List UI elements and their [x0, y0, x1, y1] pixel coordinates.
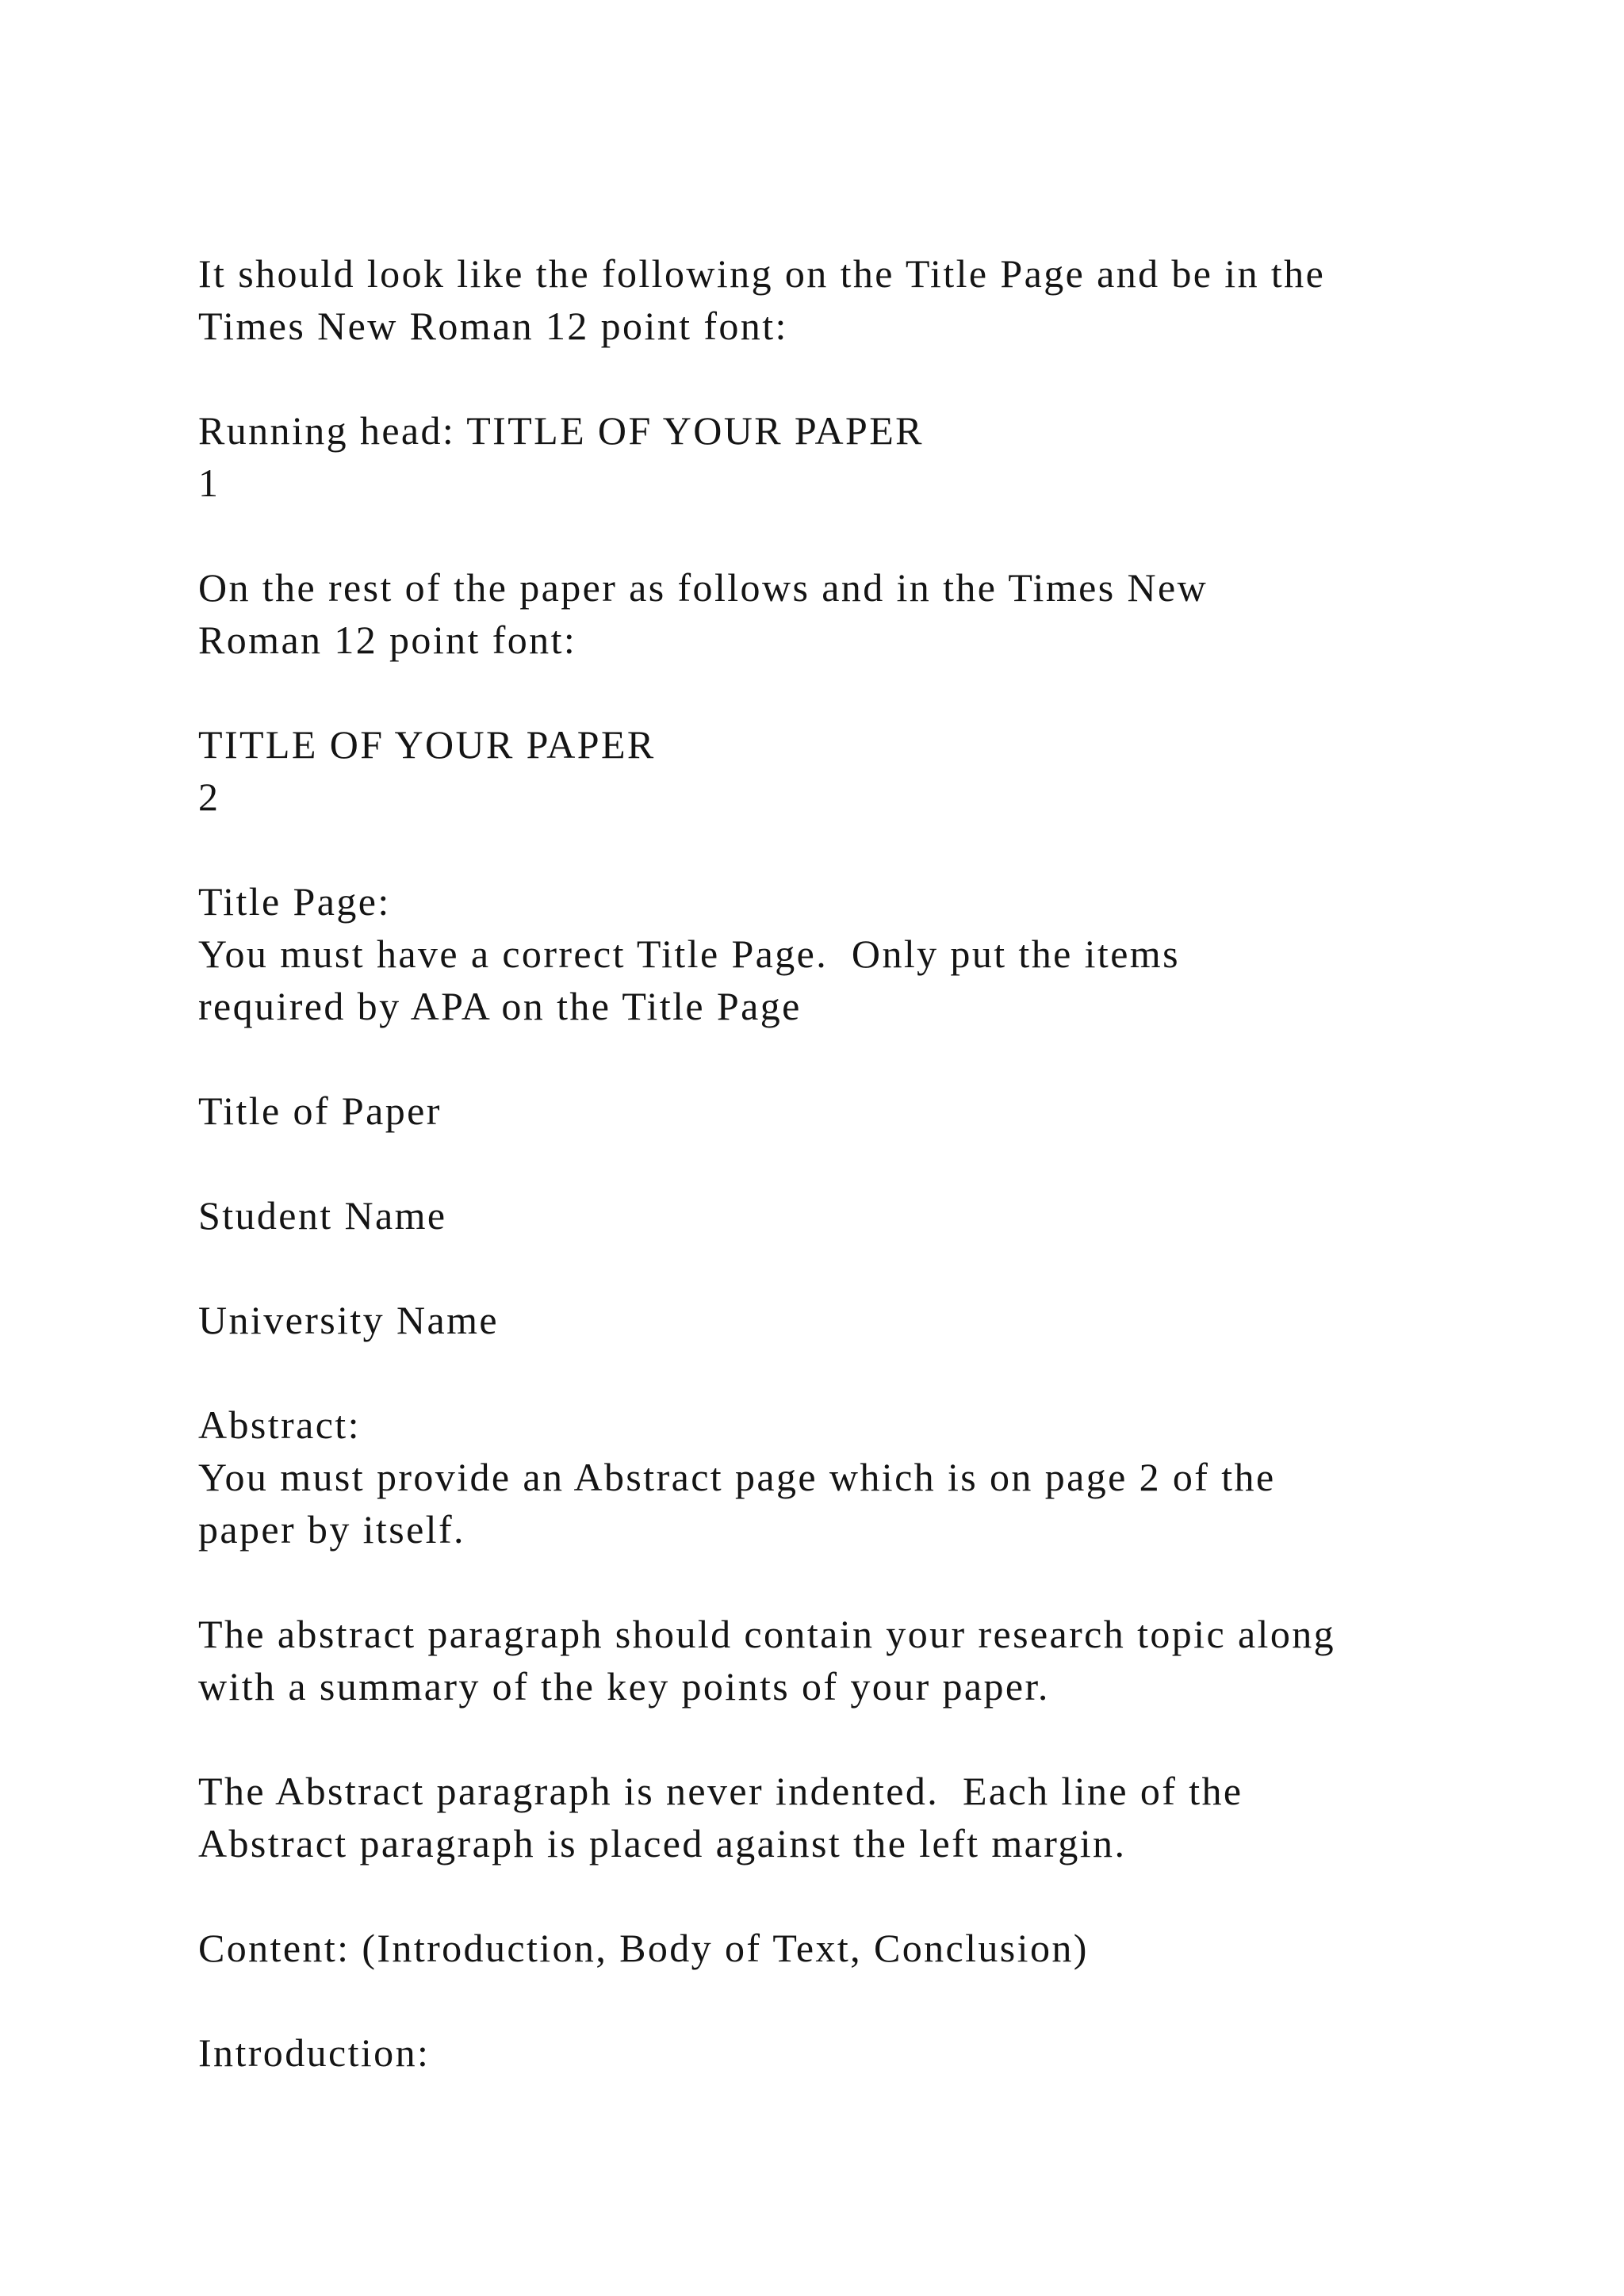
paragraph-line: with a summary of the key points of your paper. [198, 1664, 1050, 1709]
title-page-item: Student Name [198, 1193, 447, 1238]
running-head-example: Running head: TITLE OF YOUR PAPER [198, 408, 924, 453]
paragraph-line: required by APA on the Title Page [198, 984, 802, 1028]
blank-line [198, 1242, 1546, 1294]
instruction-line: Times New Roman 12 point font: [198, 304, 788, 348]
paragraph-line: The abstract paragraph should contain your research topic along [198, 1612, 1336, 1656]
section-heading: Title Page: [198, 879, 391, 924]
blank-line [198, 1556, 1546, 1608]
paragraph-line: You must have a correct Title Page. Only put the items [198, 932, 1180, 976]
page-number-example: 2 [198, 775, 220, 819]
title-page-item: University Name [198, 1298, 499, 1342]
section-heading: Content: (Introduction, Body of Text, Conclusion) [198, 1926, 1089, 1970]
paragraph-line: You must provide an Abstract page which is on page 2 of the [198, 1455, 1276, 1499]
section-heading: Abstract: [198, 1402, 361, 1447]
paragraph-line: paper by itself. [198, 1507, 465, 1552]
document-body [198, 247, 1546, 2079]
title-page-item: Title of Paper [198, 1089, 442, 1133]
blank-line [198, 1712, 1546, 1765]
instruction-line: Roman 12 point font: [198, 618, 577, 662]
blank-line [198, 823, 1546, 875]
header-example: TITLE OF YOUR PAPER [198, 722, 656, 767]
blank-line [198, 352, 1546, 404]
blank-line [198, 1032, 1546, 1085]
blank-line [198, 1869, 1546, 1922]
blank-line [198, 1346, 1546, 1399]
instruction-line: It should look like the following on the Title Page and be in the [198, 251, 1326, 296]
blank-line [198, 1974, 1546, 2026]
instruction-line: On the rest of the paper as follows and in the Times New [198, 565, 1208, 610]
paragraph-line: Abstract paragraph is placed against the left margin. [198, 1821, 1127, 1866]
blank-line [198, 509, 1546, 561]
section-heading: Introduction: [198, 2030, 431, 2075]
paragraph-line: The Abstract paragraph is never indented. Each line of the [198, 1769, 1243, 1813]
blank-line [198, 1137, 1546, 1189]
blank-line [198, 666, 1546, 718]
page-number-example: 1 [198, 461, 220, 505]
